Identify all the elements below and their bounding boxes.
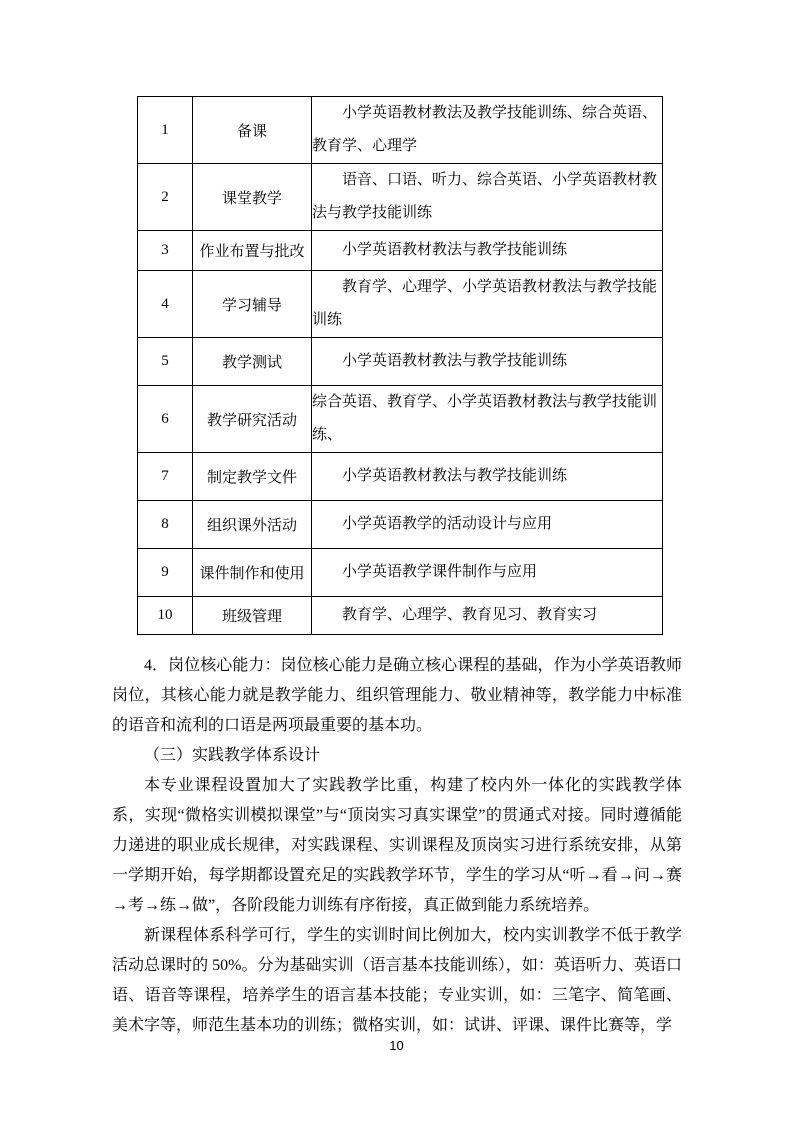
row-number-cell: 4 [138, 271, 193, 338]
table-row [138, 164, 663, 231]
table-body [138, 97, 663, 635]
paragraph: 新课程体系科学可行，学生的实训时间比例加大，校内实训教学不低于教学活动总课时的 50%。分为基础实训（语言基本技能训练），如：英语听力、英语口语、语音等课程，培养学生的语言基本技能；专业实训，如：三笔字、简笔画、美术字等，师范生基本功的训练；微格实训，如：试讲、评课、课件比赛等，学 [112, 927, 682, 1034]
page-number: 10 [389, 1038, 404, 1053]
supporting-courses-cell: 教育学、心理学、小学英语教材教法与教学技能训练 [312, 271, 663, 338]
paragraph: 本专业课程设置加大了实践教学比重，构建了校内外一体化的实践教学体系，实现“微格实训模拟课堂”与“顶岗实习真实课堂”的贯通式对接。同时遵循能力递进的职业成长规律，对实践课程、实训课程及顶岗实习进行系统安排，从第一学期开始，每学期都设置充足的实践教学环节，学生的学习从“听→看→问→赛→考→练→做”，各阶段能力训练有序衔接，真正做到能力系统培养。 [112, 777, 682, 914]
supporting-courses-cell: 小学英语教材教法与教学技能训练 [312, 453, 663, 501]
table-row [138, 501, 663, 549]
paragraph: （三）实践教学体系设计 [144, 747, 321, 764]
row-number-cell: 5 [138, 338, 193, 386]
supporting-courses-cell: 小学英语教材教法与教学技能训练 [312, 338, 663, 386]
supporting-courses-cell: 小学英语教学课件制作与应用 [312, 549, 663, 597]
supporting-courses-cell: 小学英语教学的活动设计与应用 [312, 501, 663, 549]
duty-name-cell: 课件制作和使用 [193, 549, 312, 597]
duty-name-cell: 课堂教学 [193, 164, 312, 231]
table-row [138, 338, 663, 386]
row-number-cell: 6 [138, 386, 193, 453]
table-row [138, 386, 663, 453]
row-number-cell: 9 [138, 549, 193, 597]
table-row [138, 231, 663, 271]
duty-name-cell: 班级管理 [193, 597, 312, 635]
table-row [138, 597, 663, 635]
row-number-cell: 10 [138, 597, 193, 635]
row-number-cell: 2 [138, 164, 193, 231]
row-number-cell: 8 [138, 501, 193, 549]
table-row [138, 453, 663, 501]
supporting-courses-cell: 教育学、心理学、教育见习、教育实习 [312, 597, 663, 635]
page-content [112, 96, 682, 1041]
duty-name-cell: 组织课外活动 [193, 501, 312, 549]
supporting-courses-cell: 综合英语、教育学、小学英语教材教法与教学技能训练、 [312, 386, 663, 453]
table-row [138, 97, 663, 164]
table-row [138, 549, 663, 597]
duty-name-cell: 教学研究活动 [193, 386, 312, 453]
row-number-cell: 1 [138, 97, 193, 164]
duty-name-cell: 备课 [193, 97, 312, 164]
supporting-courses-cell: 小学英语教材教法与教学技能训练 [312, 231, 663, 271]
table-row [138, 271, 663, 338]
duty-name-cell: 作业布置与批改 [193, 231, 312, 271]
duty-name-cell: 制定教学文件 [193, 453, 312, 501]
supporting-courses-cell: 语音、口语、听力、综合英语、小学英语教材教法与教学技能训练 [312, 164, 663, 231]
row-number-cell: 7 [138, 453, 193, 501]
supporting-courses-cell: 小学英语教材教法及教学技能训练、综合英语、教育学、心理学 [312, 97, 663, 164]
body-text [112, 651, 682, 1041]
duty-name-cell: 教学测试 [193, 338, 312, 386]
row-number-cell: 3 [138, 231, 193, 271]
paragraph: 4．岗位核心能力：岗位核心能力是确立核心课程的基础，作为小学英语教师岗位，其核心能力就是教学能力、组织管理能力、敬业精神等，教学能力中标准的语音和流利的口语是两项最重要的基本功。 [112, 657, 682, 734]
duty-name-cell: 学习辅导 [193, 271, 312, 338]
job-duties-course-table [137, 96, 663, 635]
